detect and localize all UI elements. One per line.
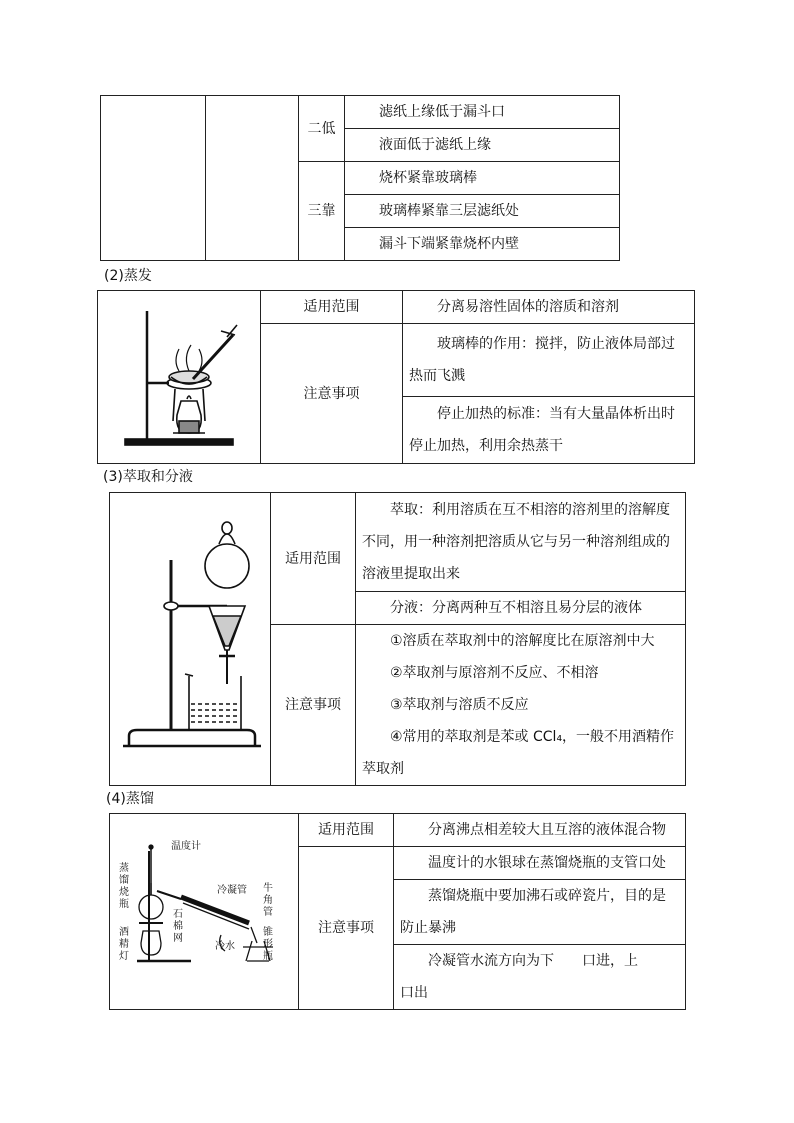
evaporation-figure-cell — [98, 291, 261, 464]
distillation-figure-cell — [110, 814, 299, 1010]
blank-cell — [101, 96, 206, 261]
extraction-table — [109, 492, 686, 786]
distillation-note: 冷凝管水流方向为下 口进，上 口出 — [394, 945, 686, 1010]
label-condenser: 冷凝管 — [217, 884, 247, 896]
label-conical: 锥 — [263, 926, 273, 938]
extraction-note: ②萃取剂与原溶剂不反应、不相溶 — [390, 665, 599, 681]
evaporation-note: 停止加热的标准：当有大量晶体析出时停止加热，利用余热蒸干 — [403, 397, 695, 464]
distillation-table — [109, 813, 686, 1010]
two-low-item: 液面低于滤纸上缘 — [345, 129, 620, 162]
distillation-apparatus-figure — [111, 831, 297, 981]
label-lamp: 酒 — [119, 926, 129, 938]
svg-text:形: 形 — [263, 938, 273, 950]
extraction-note: ③萃取剂与溶质不反应 — [390, 697, 529, 713]
two-low-label: 二低 — [299, 96, 345, 162]
three-lean-item: 玻璃棒紧靠三层滤纸处 — [345, 195, 620, 228]
three-lean-item: 烧杯紧靠玻璃棒 — [345, 162, 620, 195]
distillation-heading: (4)蒸馏 — [106, 791, 154, 807]
svg-text:瓶: 瓶 — [119, 898, 129, 910]
extraction-notes — [356, 625, 686, 786]
blank-cell — [206, 96, 299, 261]
extraction-figure-cell — [110, 493, 271, 786]
distillation-note: 温度计的水银球在蒸馏烧瓶的支管口处 — [394, 847, 686, 880]
extraction-scope: 分液：分离两种互不相溶且易分层的液体 — [356, 592, 686, 625]
label-flask: 蒸 — [119, 862, 129, 874]
label-gauze: 石 — [173, 908, 183, 920]
evaporation-heading: (2)蒸发 — [104, 268, 152, 284]
svg-text:瓶: 瓶 — [263, 950, 273, 962]
distillation-scope-label: 适用范围 — [299, 814, 394, 847]
svg-text:管: 管 — [263, 906, 273, 918]
evaporation-scope: 分离易溶性固体的溶质和溶剂 — [403, 291, 695, 324]
evaporation-apparatus-figure — [109, 291, 249, 451]
extraction-apparatus-figure — [115, 508, 265, 758]
svg-text:烧: 烧 — [119, 886, 129, 898]
two-low-item: 滤纸上缘低于漏斗口 — [345, 96, 620, 129]
filtration-table — [100, 95, 620, 261]
svg-text:网: 网 — [173, 932, 183, 944]
extraction-heading: (3)萃取和分液 — [103, 469, 193, 485]
extraction-scope: 萃取：利用溶质在互不相溶的溶剂里的溶解度不同，用一种溶剂把溶质从它与另一种溶剂组成的溶液里提取出来 — [356, 493, 686, 592]
label-thermometer: 温度计 — [171, 840, 201, 852]
evaporation-note: 玻璃棒的作用：搅拌，防止液体局部过热而飞溅 — [403, 324, 695, 397]
extraction-note: ①溶质在萃取剂中的溶解度比在原溶剂中大 — [390, 633, 655, 649]
svg-text:棉: 棉 — [173, 920, 183, 932]
svg-text:灯: 灯 — [119, 950, 129, 962]
extraction-notes-label: 注意事项 — [271, 625, 356, 786]
label-water: 冷水 — [215, 940, 235, 952]
svg-text:馏: 馏 — [119, 874, 129, 886]
svg-text:角: 角 — [263, 894, 273, 906]
three-lean-item: 漏斗下端紧靠烧杯内壁 — [345, 228, 620, 261]
distillation-note: 蒸馏烧瓶中要加沸石或碎瓷片，目的是防止暴沸 — [394, 880, 686, 945]
label-adapter: 牛 — [263, 882, 273, 894]
extraction-scope-label: 适用范围 — [271, 493, 356, 625]
distillation-notes-label: 注意事项 — [299, 847, 394, 1010]
evaporation-scope-label: 适用范围 — [261, 291, 403, 324]
distillation-scope: 分离沸点相差较大且互溶的液体混合物 — [394, 814, 686, 847]
evaporation-notes-label: 注意事项 — [261, 324, 403, 464]
three-lean-label: 三靠 — [299, 162, 345, 261]
svg-text:精: 精 — [119, 938, 129, 950]
evaporation-table — [97, 290, 695, 464]
extraction-note: ④常用的萃取剂是苯或 CCl₄，一般不用酒精作萃取剂 — [362, 729, 675, 777]
